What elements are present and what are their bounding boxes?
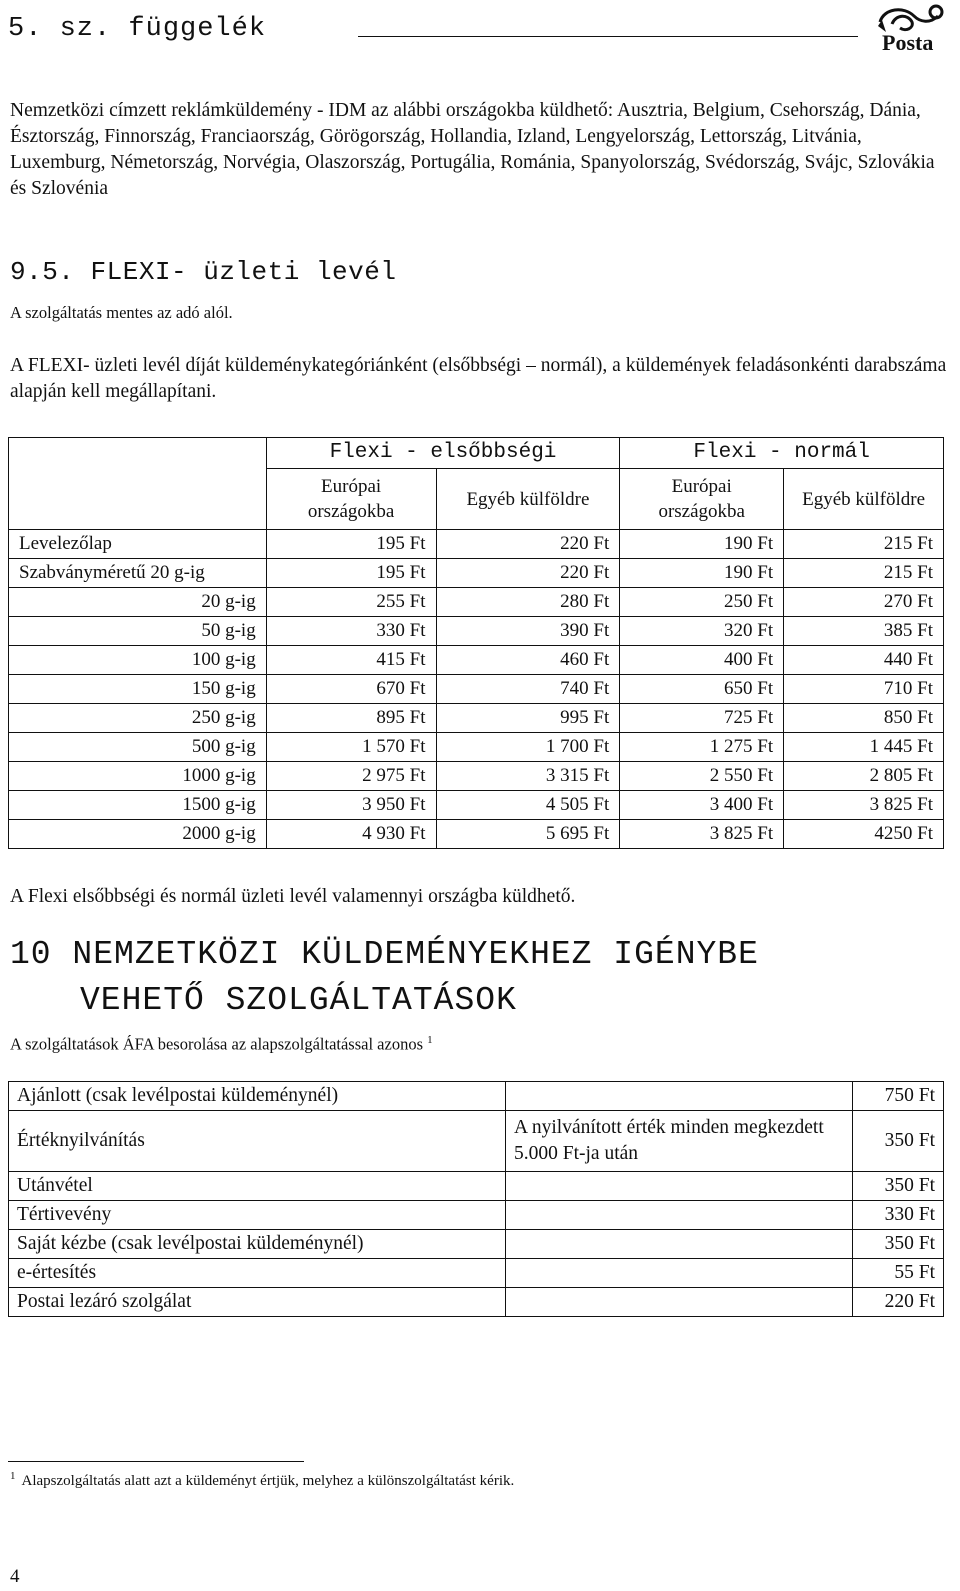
price-cell: 725 Ft: [620, 704, 784, 733]
price-cell: 670 Ft: [266, 675, 436, 704]
pricing-description: A FLEXI- üzleti levél díját küldeménykategóriánként (elsőbbségi – normál), a küldemények feladásonkénti darabszáma alapján kell megállapítani.: [10, 355, 947, 402]
price-cell: 415 Ft: [266, 646, 436, 675]
service-note: [506, 1172, 853, 1201]
price-cell: 195 Ft: [266, 559, 436, 588]
table-row: [9, 588, 944, 617]
services-table: [8, 1081, 944, 1317]
table-row: [9, 559, 944, 588]
table-row: [9, 675, 944, 704]
subheader-cell: Egyéb külföldre: [436, 469, 620, 530]
price-cell: 710 Ft: [784, 675, 944, 704]
table-row: [9, 1172, 944, 1201]
chapter-10-heading: [10, 932, 759, 1024]
table-row: [9, 530, 944, 559]
price-cell: 4 505 Ft: [436, 791, 620, 820]
chapter-10-line2: VEHETŐ SZOLGÁLTATÁSOK: [80, 982, 517, 1019]
price-cell: 255 Ft: [266, 588, 436, 617]
row-label: 100 g-ig: [9, 646, 267, 675]
price-cell: 3 400 Ft: [620, 791, 784, 820]
price-cell: 4 930 Ft: [266, 820, 436, 849]
price-cell: 400 Ft: [620, 646, 784, 675]
price-cell: 330 Ft: [266, 617, 436, 646]
tax-note: A szolgáltatás mentes az adó alól.: [10, 303, 233, 322]
price-cell: 850 Ft: [784, 704, 944, 733]
page-number: 4: [10, 1566, 20, 1587]
row-label: Levelezőlap: [9, 530, 267, 559]
table-row: [9, 1288, 944, 1317]
service-price: 750 Ft: [853, 1082, 944, 1111]
price-cell: 3 825 Ft: [620, 820, 784, 849]
row-label: 20 g-ig: [9, 588, 267, 617]
vat-note: [10, 1027, 433, 1058]
service-price: 350 Ft: [853, 1172, 944, 1201]
price-cell: 220 Ft: [436, 559, 620, 588]
table-row: [9, 1082, 944, 1111]
service-name: Ajánlott (csak levélpostai küldeménynél): [9, 1082, 506, 1111]
table-row: [9, 762, 944, 791]
price-cell: 215 Ft: [784, 559, 944, 588]
header-flexi-elsobbsegi: Flexi - elsőbbségi: [266, 438, 620, 469]
footnote-separator: [8, 1461, 304, 1462]
price-cell: 2 550 Ft: [620, 762, 784, 791]
price-cell: 1 445 Ft: [784, 733, 944, 762]
table-row: [9, 617, 944, 646]
header-flexi-normal: Flexi - normál: [620, 438, 944, 469]
price-cell: 460 Ft: [436, 646, 620, 675]
row-label: 1000 g-ig: [9, 762, 267, 791]
price-cell: 3 315 Ft: [436, 762, 620, 791]
price-cell: 440 Ft: [784, 646, 944, 675]
price-cell: 250 Ft: [620, 588, 784, 617]
table-row: [9, 646, 944, 675]
service-note: [506, 1201, 853, 1230]
row-label: 500 g-ig: [9, 733, 267, 762]
page-header: [8, 12, 952, 72]
section-heading-9-5: 9.5. FLEXI- üzleti levél: [10, 257, 397, 287]
price-cell: 2 805 Ft: [784, 762, 944, 791]
table-row: [9, 704, 944, 733]
price-cell: 3 825 Ft: [784, 791, 944, 820]
rates-body: [9, 530, 944, 849]
table-row: [9, 820, 944, 849]
table-row: [9, 791, 944, 820]
table-row: [9, 733, 944, 762]
subheader-cell: Európai országokba: [620, 469, 784, 530]
row-label: 250 g-ig: [9, 704, 267, 733]
price-cell: 995 Ft: [436, 704, 620, 733]
price-cell: 190 Ft: [620, 530, 784, 559]
service-note: [506, 1288, 853, 1317]
price-cell: 740 Ft: [436, 675, 620, 704]
price-cell: 280 Ft: [436, 588, 620, 617]
service-note: [506, 1082, 853, 1111]
service-name: e-értesítés: [9, 1259, 506, 1288]
service-name: Értéknyilvánítás: [9, 1111, 506, 1172]
posta-logo: [874, 2, 954, 68]
price-cell: 220 Ft: [436, 530, 620, 559]
service-price: 350 Ft: [853, 1230, 944, 1259]
price-cell: 195 Ft: [266, 530, 436, 559]
row-label: 1500 g-ig: [9, 791, 267, 820]
row-label: 50 g-ig: [9, 617, 267, 646]
price-cell: 190 Ft: [620, 559, 784, 588]
logo-text: Posta: [882, 30, 934, 55]
service-note: [506, 1230, 853, 1259]
table-row: [9, 1230, 944, 1259]
header-corner: [9, 438, 267, 530]
price-cell: 3 950 Ft: [266, 791, 436, 820]
service-price: 220 Ft: [853, 1288, 944, 1317]
row-label: 2000 g-ig: [9, 820, 267, 849]
subheader-cell: Európai országokba: [266, 469, 436, 530]
price-cell: 650 Ft: [620, 675, 784, 704]
country-intro: Nemzetközi címzett reklámküldemény - IDM az alábbi országokba küldhető: Ausztria, Belgium, Csehország, Dánia, Észtország, Finnország, Franciaország, Görögország, Hollandia, Izland, Lengyelország, Lettország, Litvánia, Luxemburg, Németország, Norvégia, Olaszország, Portugália, Románia, Spanyolország, Svédország, Svájc, Szlovákia és Szlovénia: [10, 100, 935, 199]
subheader-cell: Egyéb külföldre: [784, 469, 944, 530]
footnote-marker: 1: [10, 1470, 16, 1482]
price-cell: 4250 Ft: [784, 820, 944, 849]
flexi-destination-note: A Flexi elsőbbségi és normál üzleti levél valamennyi országba küldhető.: [10, 886, 576, 907]
price-cell: 390 Ft: [436, 617, 620, 646]
vat-note-text: A szolgáltatások ÁFA besorolása az alapszolgáltatással azonos: [10, 1034, 423, 1054]
service-name: Postai lezáró szolgálat: [9, 1288, 506, 1317]
appendix-title: 5. sz. függelék: [8, 14, 267, 44]
footnote-ref: 1: [427, 1034, 433, 1046]
price-cell: 320 Ft: [620, 617, 784, 646]
price-cell: 270 Ft: [784, 588, 944, 617]
service-note: A nyilvánított érték minden megkezdett 5.000 Ft-ja után: [506, 1111, 853, 1172]
header-rule: [358, 36, 858, 37]
row-label: 150 g-ig: [9, 675, 267, 704]
table-row: [9, 1111, 944, 1172]
service-price: 350 Ft: [853, 1111, 944, 1172]
chapter-10-line1: 10 NEMZETKÖZI KÜLDEMÉNYEKHEZ IGÉNYBE: [10, 936, 759, 973]
footnote-text: Alapszolgáltatás alatt azt a küldeményt értjük, melyhez a különszolgáltatást kérik.: [21, 1473, 515, 1489]
price-cell: 2 975 Ft: [266, 762, 436, 791]
price-cell: 215 Ft: [784, 530, 944, 559]
service-price: 330 Ft: [853, 1201, 944, 1230]
service-price: 55 Ft: [853, 1259, 944, 1288]
service-note: [506, 1259, 853, 1288]
service-name: Saját kézbe (csak levélpostai küldeménynél): [9, 1230, 506, 1259]
row-label: Szabványméretű 20 g-ig: [9, 559, 267, 588]
service-name: Tértivevény: [9, 1201, 506, 1230]
price-cell: 385 Ft: [784, 617, 944, 646]
price-cell: 5 695 Ft: [436, 820, 620, 849]
table-row: [9, 1201, 944, 1230]
price-cell: 1 700 Ft: [436, 733, 620, 762]
price-cell: 895 Ft: [266, 704, 436, 733]
service-name: Utánvétel: [9, 1172, 506, 1201]
footnote: [10, 1470, 514, 1490]
flexi-rates-table: [8, 437, 944, 849]
table-header-row: [9, 438, 944, 469]
table-row: [9, 1259, 944, 1288]
price-cell: 1 275 Ft: [620, 733, 784, 762]
price-cell: 1 570 Ft: [266, 733, 436, 762]
